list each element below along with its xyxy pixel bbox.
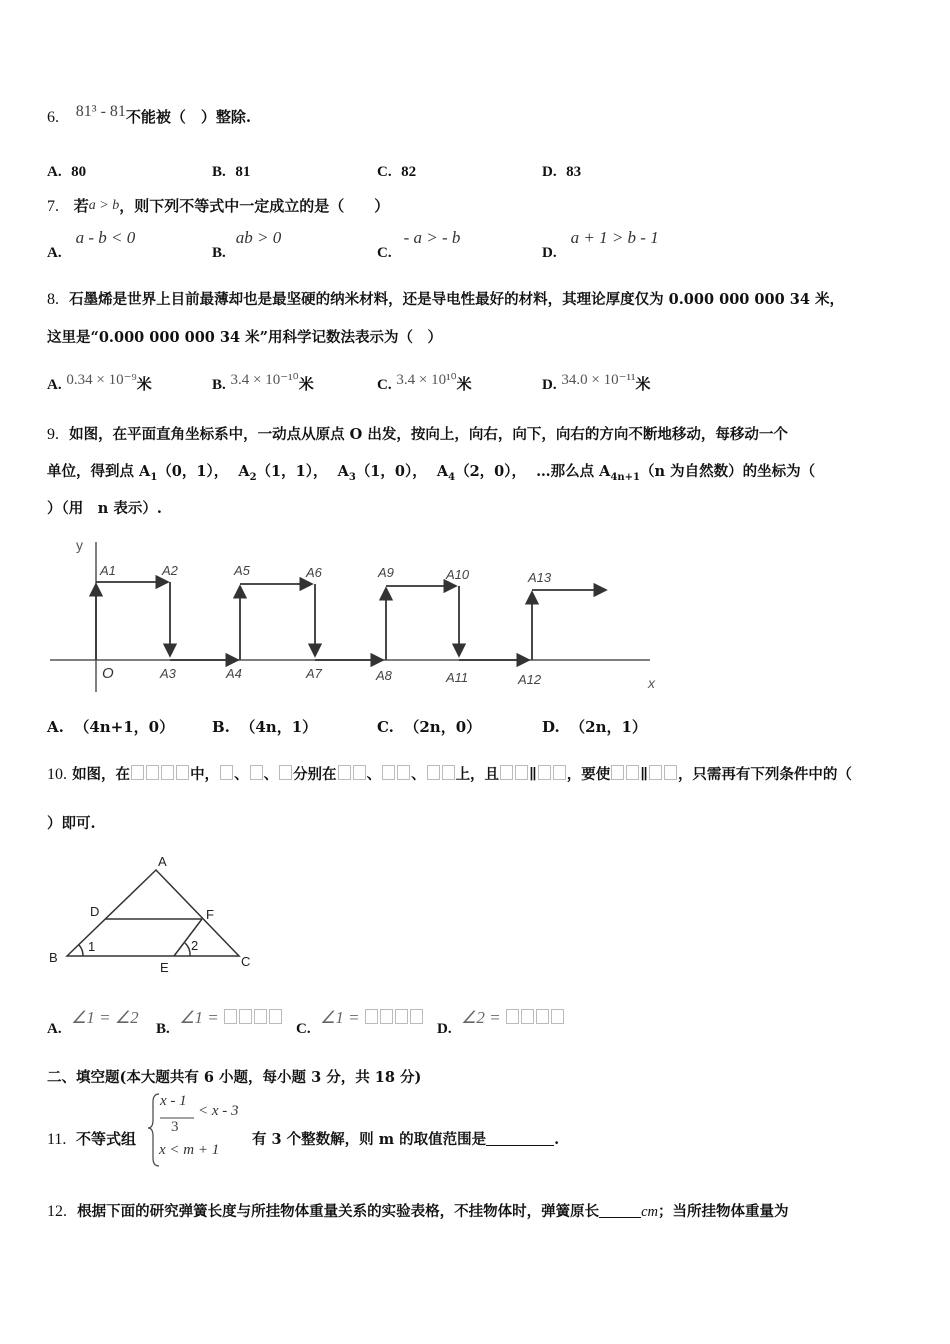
q10-option-c: C. ∠1 =: [296, 1008, 424, 1028]
angle-2-label: 2: [191, 938, 199, 953]
q9-option-c: C. （2n，0）: [377, 718, 482, 736]
question-6: [47, 103, 252, 127]
q9-option-a: A. （4n+1，0）: [47, 718, 175, 736]
angle-1-arc: [79, 945, 83, 956]
question-9-line1: 9. 如图，在平面直角坐标系中，一动点从原点 O 出发，按向上，向右，向下，向右的方向不断地移动，每移动一个: [47, 426, 788, 443]
question-10-line2: ）即可.: [47, 815, 96, 832]
label-A5: A5: [234, 563, 250, 578]
q11-answer-blank[interactable]: [486, 1131, 554, 1146]
q11-text: 有 3 个整数解，则 m 的取值范围是 .: [252, 1131, 560, 1148]
y-label: y: [76, 537, 83, 553]
q11-row1-numerator: x - 1: [160, 1093, 187, 1109]
q9-figure: [50, 532, 670, 702]
label-A11: A11: [446, 670, 469, 685]
q8-option-c: C. 3.4 × 10¹⁰米: [377, 372, 472, 393]
q12-answer-blank[interactable]: [599, 1203, 641, 1218]
q7-option-c: C.- a > - b: [377, 228, 461, 261]
q10-option-a: A. ∠1 = ∠2: [47, 1008, 139, 1037]
q9-option-d: D. （2n，1）: [542, 718, 647, 736]
q7-option-a: A.a - b < 0: [47, 228, 136, 261]
q7-number: 7.: [47, 198, 59, 215]
point-e: E: [160, 960, 169, 975]
q6-text: 不能被（ ）整除.: [125, 108, 252, 126]
q7-condition: a > b: [88, 198, 120, 213]
question-9-line3: ）（用 n 表示）.: [47, 500, 162, 517]
label-A1: A1: [100, 563, 116, 578]
point-d: D: [90, 904, 100, 919]
q10-figure: [45, 850, 265, 980]
vertex-c: C: [241, 954, 251, 969]
label-A4: A4: [226, 666, 242, 681]
section-2-title: 二、填空题(本大题共有 6 小题，每小题 3 分，共 18 分): [47, 1069, 422, 1086]
label-A6: A6: [306, 565, 322, 580]
q8-option-b: B. 3.4 × 10⁻¹⁰米: [212, 372, 314, 393]
label-A9: A9: [378, 565, 394, 580]
q6-option-c: C. 82: [377, 164, 417, 180]
label-A13: A13: [528, 570, 552, 585]
question-11: 11. 不等式组: [47, 1130, 136, 1148]
q9-option-b: B. （4n，1）: [212, 718, 318, 736]
q8-option-a: A. 0.34 × 10⁻⁹米: [47, 372, 152, 393]
q6-option-b: B. 81: [212, 164, 251, 180]
question-9-line2: 单位，得到点 $A_1(0$，1）， $A_2(1$，1）， $A_3(1$，0）， $A_4(2$，0）， …那么点 $A_{4n+1}(n$ 为自然数）的坐标为（: [47, 463, 816, 483]
x-label: x: [648, 675, 655, 691]
label-A2: A2: [162, 563, 178, 578]
q10-option-b: B. ∠1 =: [156, 1008, 283, 1028]
label-A10: A10: [446, 567, 470, 582]
question-8-line1: 8. 石墨烯是世界上目前最薄却也是最坚硬的纳米材料，还是导电性最好的材料，其理论厚度仅为 0.000 000 000 34 米，: [47, 291, 844, 308]
q6-expression: 81³ - 81: [75, 103, 126, 120]
q6-option-a: A. 80: [47, 164, 87, 180]
question-7: [47, 195, 389, 216]
q11-row1-denominator: 3: [171, 1119, 179, 1135]
question-12: 12. 根据下面的研究弹簧长度与所挂物体重量关系的实验表格，不挂物体时，弹簧原长 cm；当所挂物体重量为: [47, 1203, 789, 1220]
vertex-a: A: [158, 854, 167, 869]
angle-2-arc: [185, 943, 190, 956]
label-A7: A7: [306, 666, 322, 681]
angle-1-label: 1: [88, 939, 96, 954]
question-8-line2: 这里是“0.000 000 000 34 米”用科学记数法表示为（ ）: [47, 329, 442, 346]
q11-row2: x < m + 1: [159, 1142, 220, 1158]
vertex-b: B: [49, 950, 58, 965]
q7-option-b: B.ab > 0: [212, 228, 282, 261]
q8-option-d: D. 34.0 × 10⁻¹¹米: [542, 372, 651, 393]
q7-pre: 若: [73, 197, 89, 215]
q7-option-d: D.a + 1 > b - 1: [542, 228, 659, 261]
point-f: F: [206, 907, 214, 922]
question-10-line1: 10. 如图，在 中， 、 、 分别在 、 、 上，且 ∥ ，要使 ∥ ，只需再有下列条件中的（: [47, 766, 852, 783]
q6-number: 6.: [47, 109, 59, 126]
path-segments: [96, 582, 606, 660]
origin-label: O: [102, 665, 114, 682]
q11-row1-rhs: < x - 3: [198, 1103, 239, 1119]
q6-option-d: D. 83: [542, 164, 582, 180]
q7-text: ，则下列不等式中一定成立的是（ ）: [119, 197, 390, 215]
q10-option-d: D. ∠2 =: [437, 1008, 565, 1028]
label-A8: A8: [376, 668, 392, 683]
label-A12: A12: [518, 672, 542, 687]
label-A3: A3: [160, 666, 176, 681]
